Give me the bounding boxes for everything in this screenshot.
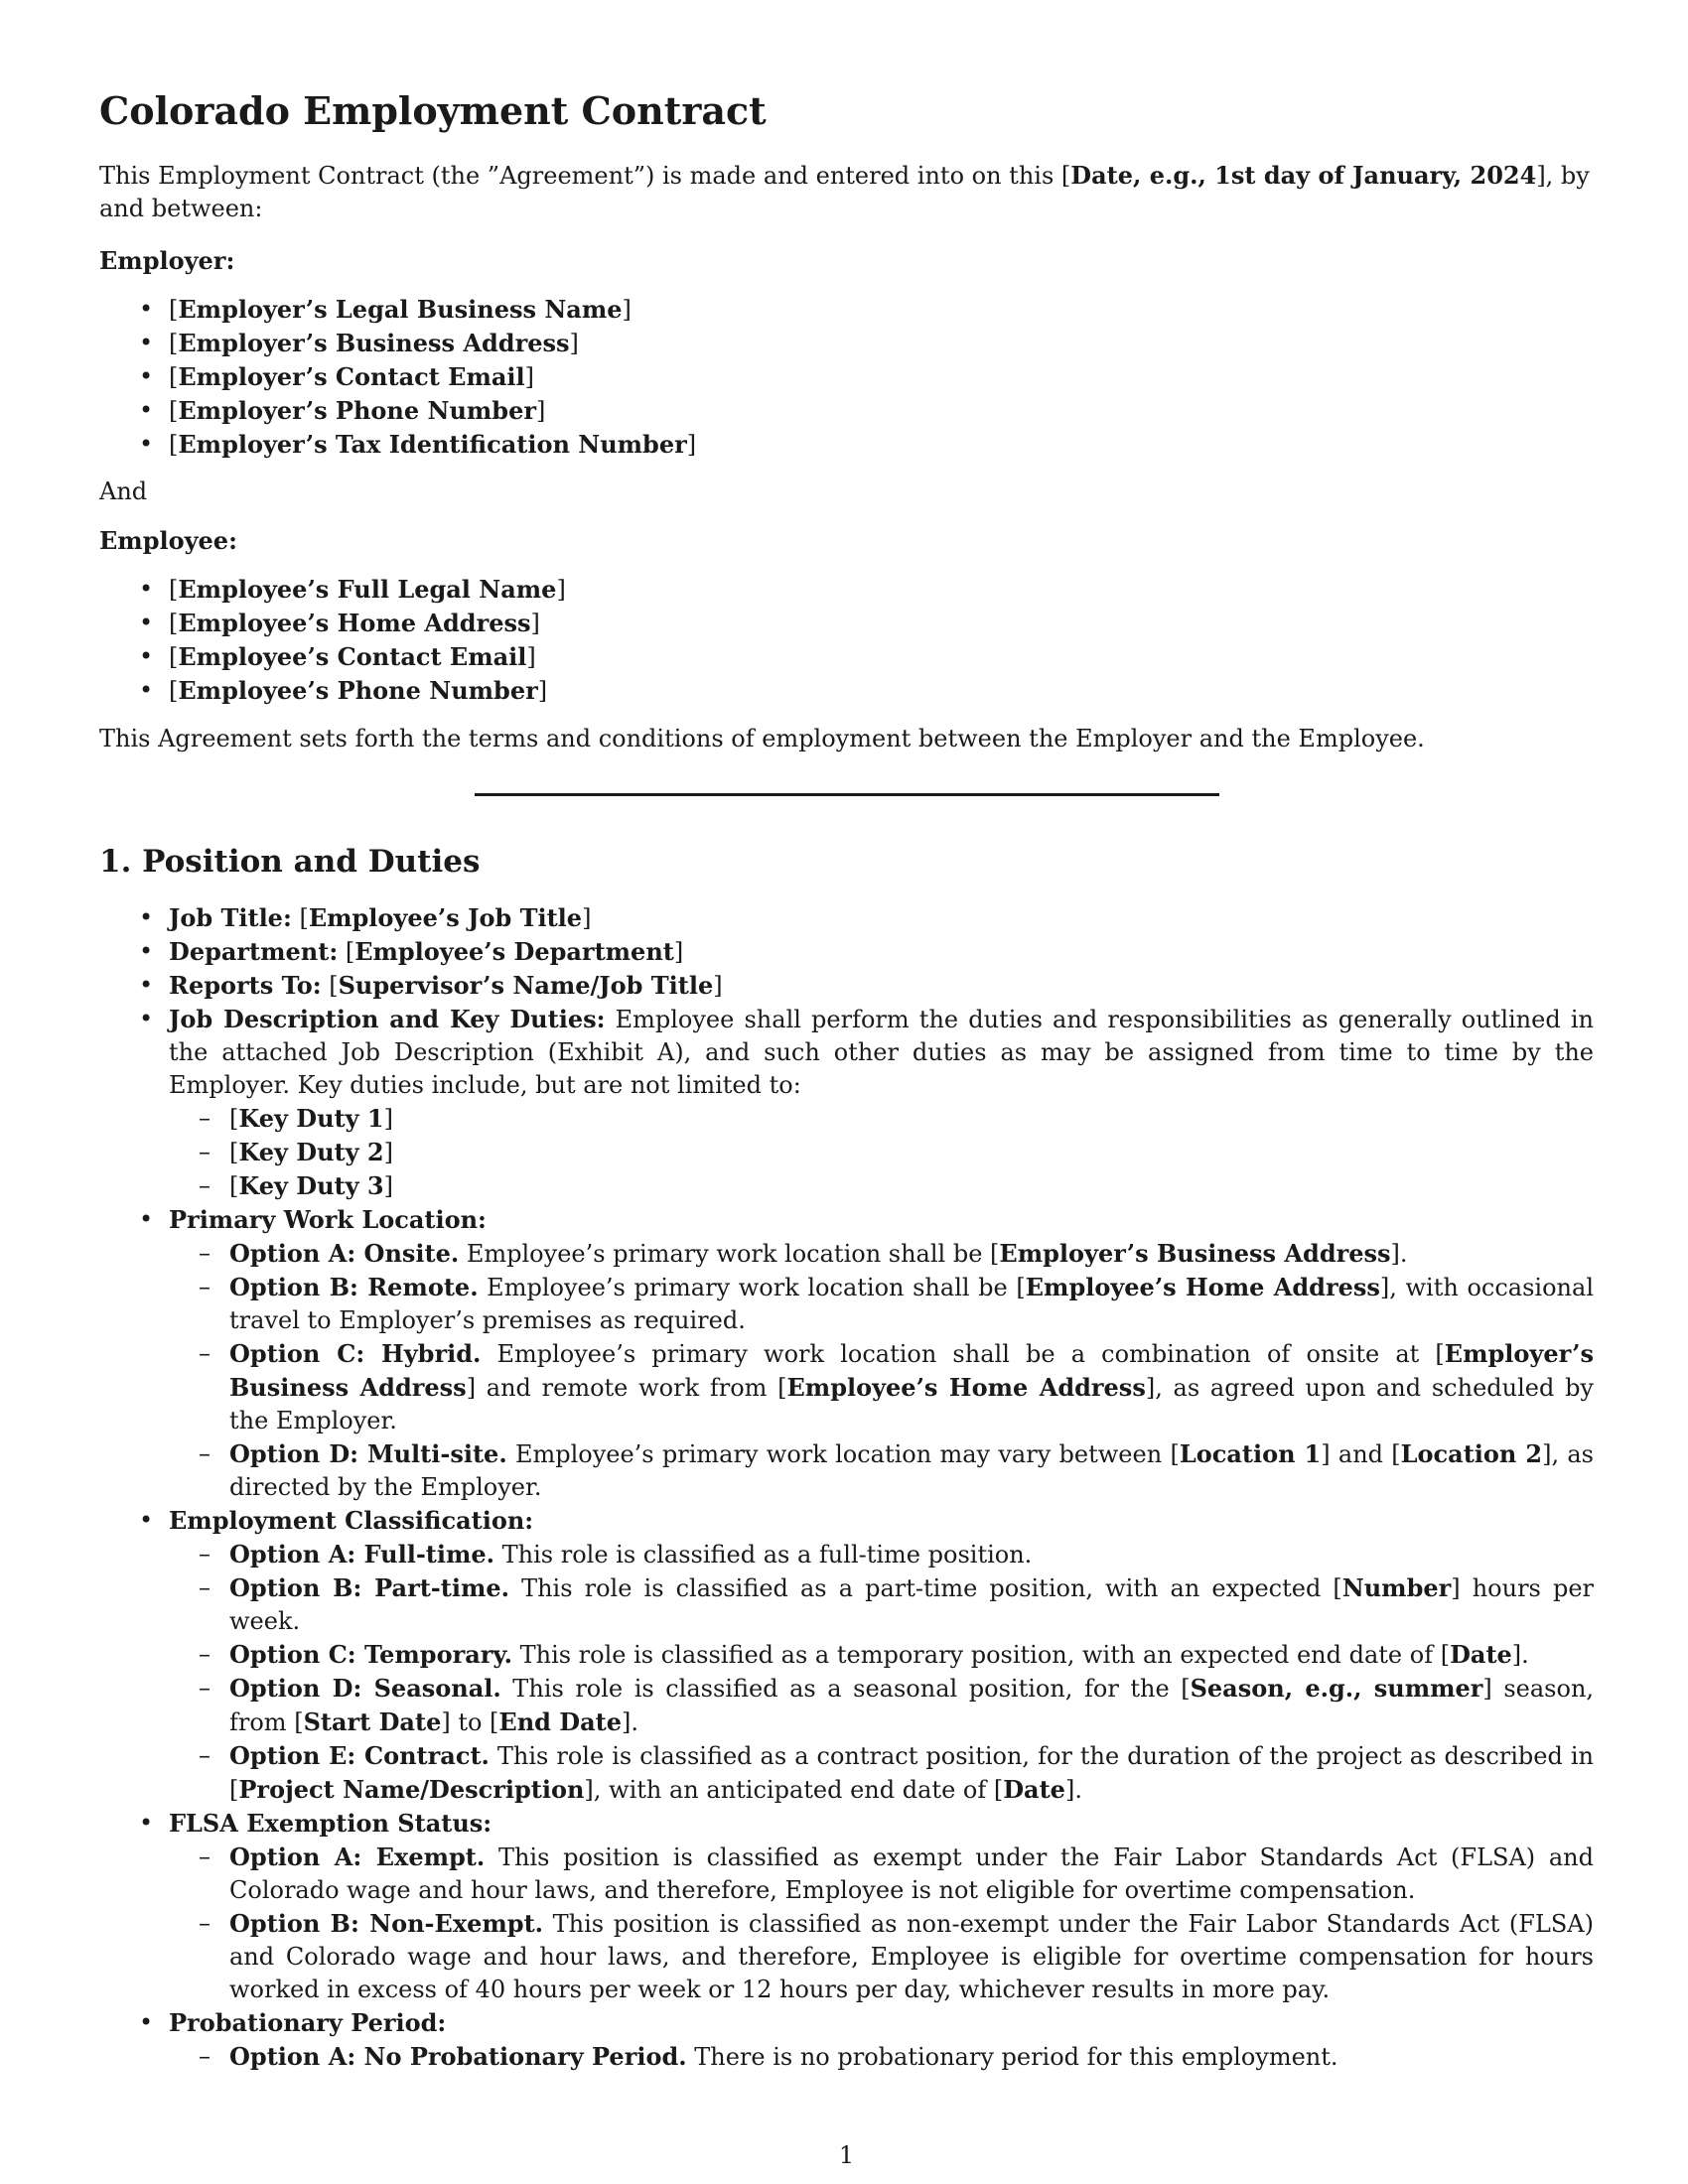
key-duties-list (169, 1102, 1594, 1203)
list-item: – Option B: Remote. Employee’s primary work location shall be [Employee’s Home Address], with occasional travel to Employer’s premises as required. (169, 1271, 1594, 1337)
list-item: • [Employer’s Contact Email] (99, 360, 1594, 394)
list-item: • Job Title: [Employee’s Job Title] (99, 901, 1594, 935)
list-item: • [Employer’s Tax Identification Number] (99, 428, 1594, 462)
list-item: – Option A: Exempt. This position is classified as exempt under the Fair Labor Standards Act (FLSA) and Colorado wage and hour laws, and therefore, Employee is not eligible for overtime compensation. (169, 1841, 1594, 1907)
list-item: – Option A: Full-time. This role is classified as a full-time position. (169, 1538, 1594, 1571)
intro-paragraph: This Employment Contract (the ”Agreement”) is made and entered into on this [Date, e.g., 1st day of January, 2024], by and between: (99, 161, 1590, 222)
list-item: – Option B: Non-Exempt. This position is classified as non-exempt under the Fair Labor Standards Act (FLSA) and Colorado wage and hour laws, and therefore, Employee is eligible for overtime compensation for hours worked in excess of 40 hours per week or 12 hours per day, whichever results in more pay. (169, 1907, 1594, 2006)
list-item: – Option A: Onsite. Employee’s primary work location shall be [Employer’s Business Address]. (169, 1237, 1594, 1271)
list-item: – Option C: Temporary. This role is classified as a temporary position, with an expected end date of [Date]. (169, 1638, 1594, 1672)
employee-details-list (99, 573, 1594, 708)
list-item: • Employment Classification: – Option A: Full-time. This role is classified as a full-time position. – Option B: Part-time. This role is classified as a part-time position, with an expected [Number] hours per week. – Option C: Temporary. This role is classified as a temporary position, with an expected end date of [Date]. – Option D: Seasonal. This role is classified as a seasonal position, for the [Season, e.g., summer] season, from [Start Date] to [End Date]. – Option E: Contract. This role is classified as a contract position, for the duration of the project as described in [Project Name/Description], with an anticipated end date of [Date]. (99, 1504, 1594, 1807)
employee-label: Employee: (99, 526, 237, 555)
list-item: • [Employer’s Legal Business Name] (99, 293, 1594, 327)
list-item: – Option D: Seasonal. This role is classified as a seasonal position, for the [Season, e.g., summer] season, from [Start Date] to [End Date]. (169, 1672, 1594, 1739)
list-item: – Option B: Part-time. This role is classified as a part-time position, with an expected [Number] hours per week. (169, 1571, 1594, 1638)
flsa-options (169, 1841, 1594, 2006)
employer-label: Employer: (99, 246, 235, 275)
and-text: And (99, 478, 148, 505)
list-item: • [Employer’s Business Address] (99, 327, 1594, 360)
probation-options (169, 2040, 1594, 2074)
list-item: • [Employee’s Home Address] (99, 607, 1594, 640)
page-number: 1 (838, 2141, 855, 2169)
list-item: • Job Description and Key Duties: Employee shall perform the duties and responsibilities as generally outlined in the attached Job Description (Exhibit A), and such other duties as may be assigned from time to time by the Employer. Key duties include, but are not limited to: – [Key Duty 1] – [Key Duty 2] – [Key Duty 3] (99, 1003, 1594, 1203)
agreement-paragraph: This Agreement sets forth the terms and conditions of employment between the Employer and the Employee. (99, 725, 1425, 752)
classification-options (169, 1538, 1594, 1807)
work-location-options (169, 1237, 1594, 1504)
list-item: • Probationary Period: – Option A: No Probationary Period. There is no probationary period for this employment. (99, 2006, 1594, 2074)
horizontal-rule (475, 793, 1219, 796)
document-page (99, 0, 1594, 2184)
list-item: • FLSA Exemption Status: – Option A: Exempt. This position is classified as exempt under the Fair Labor Standards Act (FLSA) and Colorado wage and hour laws, and therefore, Employee is not eligible for overtime compensation. – Option B: Non-Exempt. This position is classified as non-exempt under the Fair Labor Standards Act (FLSA) and Colorado wage and hour laws, and therefore, Employee is eligible for overtime compensation for hours worked in excess of 40 hours per week or 12 hours per day, whichever results in more pay. (99, 1807, 1594, 2006)
list-item: • Reports To: [Supervisor’s Name/Job Title] (99, 969, 1594, 1003)
list-item: – [Key Duty 2] (169, 1136, 1594, 1169)
list-item: • [Employee’s Contact Email] (99, 640, 1594, 674)
list-item: – [Key Duty 1] (169, 1102, 1594, 1136)
list-item: • [Employee’s Full Legal Name] (99, 573, 1594, 607)
list-item: – [Key Duty 3] (169, 1169, 1594, 1203)
date-placeholder: Date, e.g., 1st day of January, 2024 (1070, 161, 1537, 190)
document-title: Colorado Employment Contract (99, 88, 767, 133)
list-item: – Option E: Contract. This role is classified as a contract position, for the duration of the project as described in [Project Name/Description], with an anticipated end date of [Date]. (169, 1739, 1594, 1807)
list-item: • [Employer’s Phone Number] (99, 394, 1594, 428)
employer-details-list (99, 293, 1594, 462)
list-item: – Option D: Multi-site. Employee’s primary work location may vary between [Location 1] and [Location 2], as directed by the Employer. (169, 1437, 1594, 1504)
section-title: 1. Position and Duties (99, 844, 481, 880)
position-duties-list (99, 901, 1594, 2074)
list-item: • Primary Work Location: – Option A: Onsite. Employee’s primary work location shall be [Employer’s Business Address]. – Option B: Remote. Employee’s primary work location shall be [Employee’s Home Address], with occasional travel to Employer’s premises as required. – Option C: Hybrid. Employee’s primary work location shall be a combination of onsite at [Employer’s Business Address] and remote work from [Employee’s Home Address], as agreed upon and scheduled by the Employer. – Option D: Multi-site. Employee’s primary work location may vary between [Location 1] and [Location 2], as directed by the Employer. (99, 1203, 1594, 1504)
list-item: • [Employee’s Phone Number] (99, 674, 1594, 708)
list-item: • Department: [Employee’s Department] (99, 935, 1594, 969)
list-item: – Option A: No Probationary Period. There is no probationary period for this employment. (169, 2040, 1594, 2074)
list-item: – Option C: Hybrid. Employee’s primary work location shall be a combination of onsite at [Employer’s Business Address] and remote work from [Employee’s Home Address], as agreed upon and scheduled by the Employer. (169, 1337, 1594, 1437)
